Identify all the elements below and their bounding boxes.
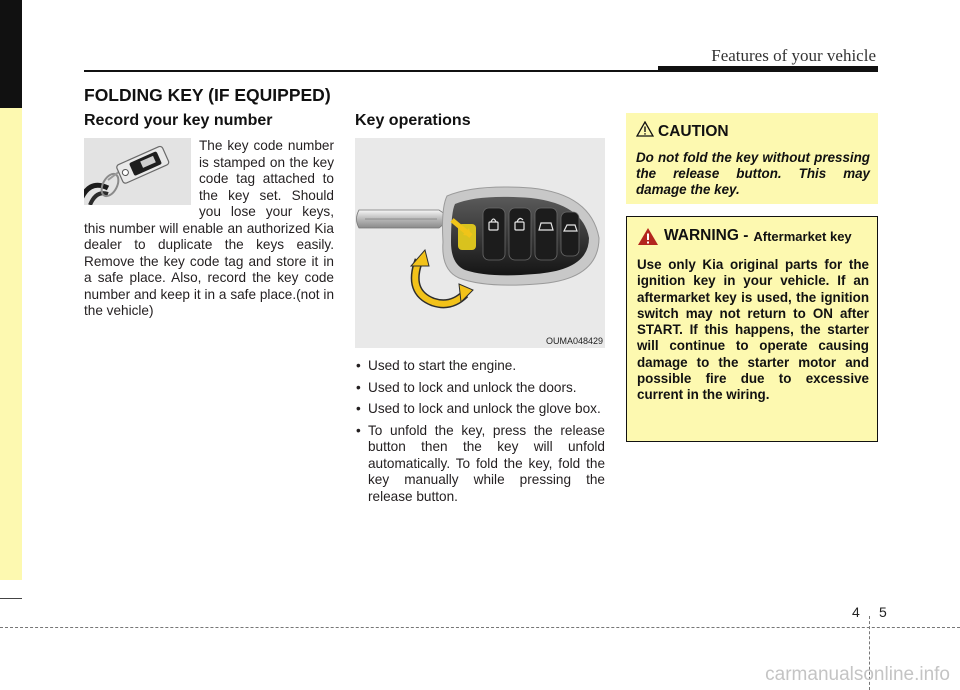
watermark: carmanualsonline.info bbox=[765, 664, 950, 685]
folding-key-figure bbox=[355, 138, 605, 348]
running-header: Features of your vehicle bbox=[711, 46, 876, 65]
warning-triangle-icon bbox=[637, 227, 659, 251]
footer-rule bbox=[0, 627, 960, 628]
chapter-number: 4 bbox=[852, 604, 860, 620]
caution-box bbox=[626, 113, 878, 204]
bullet-icon: • bbox=[356, 358, 361, 373]
key-operations-heading: Key operations bbox=[355, 112, 471, 129]
header-rule bbox=[84, 70, 658, 72]
caution-text: Do not fold the key without pressing the release button. This may damage the key. bbox=[636, 150, 870, 197]
bullet-icon: • bbox=[356, 401, 361, 416]
warning-text: Use only Kia original parts for the ignition key in your vehicle. If an aftermarket key is used, the ignition switch may not return to ON after START. If this happens, the starter will continue to operate causing damage to the starter motor and possible fire due to excessive current in the wiring. bbox=[637, 257, 869, 403]
header-rule-accent bbox=[658, 66, 878, 72]
warning-subtitle: Aftermarket key bbox=[753, 229, 852, 244]
bullet-icon: • bbox=[356, 379, 361, 395]
list-item-text: Used to lock and unlock the glove box. bbox=[368, 401, 601, 416]
caution-triangle-icon bbox=[636, 121, 654, 142]
caution-title: CAUTION bbox=[658, 122, 729, 140]
list-item bbox=[355, 401, 605, 418]
record-key-column bbox=[84, 112, 334, 320]
list-item bbox=[355, 380, 605, 397]
chapter-tab-marker bbox=[0, 0, 22, 108]
list-item-text: Used to start the engine. bbox=[368, 358, 517, 373]
list-item bbox=[355, 358, 605, 375]
figure-code: OUMA048429 bbox=[545, 336, 603, 346]
record-key-heading: Record your key number bbox=[84, 112, 273, 129]
chapter-sidebar bbox=[0, 108, 22, 580]
list-item bbox=[355, 423, 605, 506]
warning-box bbox=[626, 216, 878, 442]
key-operations-column bbox=[355, 112, 605, 510]
warning-title: WARNING - bbox=[664, 227, 749, 244]
list-item-text: Used to lock and unlock the doors. bbox=[368, 379, 577, 395]
sidebar-divider bbox=[0, 598, 22, 599]
bullet-icon: • bbox=[356, 422, 361, 438]
record-key-paragraph: The key code number is stamped on the key code tag attached to the key set. Should you lose your keys, this number will enable an authorized Kia dealer to duplicate the keys easily. Remove the key code tag and store it in a safe place. Also, record the key code number and keep it in a safe place.(not in the vehicle) bbox=[84, 138, 334, 318]
list-item-text: To unfold the key, press the release button then the key will unfold automatically. To fold the key, fold the key manually while pressing the release button. bbox=[368, 422, 605, 504]
page-number: 5 bbox=[879, 604, 887, 620]
key-tag-image bbox=[84, 138, 191, 205]
page-title: FOLDING KEY (IF EQUIPPED) bbox=[84, 85, 331, 105]
caution-header bbox=[636, 121, 870, 142]
warning-header bbox=[637, 227, 869, 251]
key-operations-list bbox=[355, 358, 605, 505]
